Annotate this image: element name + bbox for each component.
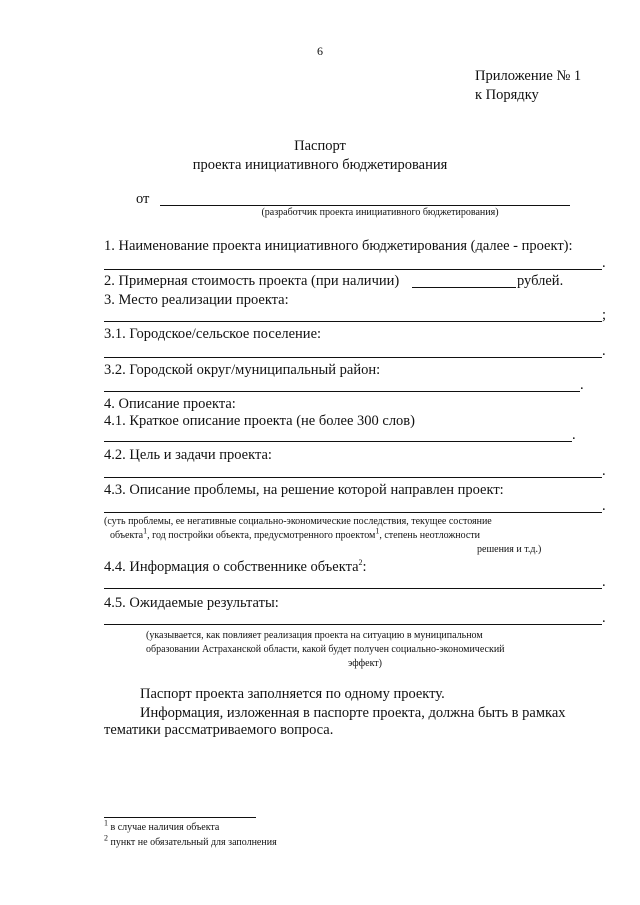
section-3-2-end: . xyxy=(580,377,584,393)
section-4-5-line[interactable] xyxy=(104,624,602,625)
section-4-1-label: 4.1. Краткое описание проекта (не более 300 слов) xyxy=(104,413,415,429)
section-3-1-line[interactable] xyxy=(104,357,602,358)
section-4-3-label: 4.3. Описание проблемы, на решение которой направлен проект: xyxy=(104,482,504,498)
section-1-label: 1. Наименование проекта инициативного бюджетирования (далее - проект): xyxy=(104,238,573,254)
section-4-5-note-c: эффект) xyxy=(348,658,382,669)
closing-paragraph-1: Паспорт проекта заполняется по одному проекту. xyxy=(140,686,445,702)
section-4-5-note-a: (указывается, как повлияет реализация проекта на ситуацию в муниципальном xyxy=(146,630,483,641)
section-4-2-label: 4.2. Цель и задачи проекта: xyxy=(104,447,272,463)
section-2-label: 2. Примерная стоимость проекта (при наличии) xyxy=(104,273,400,289)
document-subtitle: проекта инициативного бюджетирования xyxy=(192,157,448,173)
section-4-2-end: . xyxy=(602,463,606,479)
section-4-3-line[interactable] xyxy=(104,512,602,513)
footnote-separator xyxy=(104,817,256,818)
section-3-1-end: . xyxy=(602,343,606,359)
section-4-5-label: 4.5. Ожидаемые результаты: xyxy=(104,595,279,611)
section-4-2-line[interactable] xyxy=(104,477,602,478)
section-4-4-line[interactable] xyxy=(104,588,602,589)
section-4-4-label: 4.4. Информация о собственнике объекта$^2$: xyxy=(104,558,367,575)
section-4-3-end: . xyxy=(602,498,606,514)
section-4-5-note-b: образовании Астраханской области, какой будет получен социально-экономический xyxy=(146,644,505,655)
section-3-line[interactable] xyxy=(104,321,602,322)
section-1-end: . xyxy=(602,255,606,271)
footnote-1: $^1$ в случае наличия объекта xyxy=(104,818,220,833)
appendix-line-1: Приложение № 1 xyxy=(475,68,582,84)
section-4-label: 4. Описание проекта: xyxy=(104,396,236,412)
footnote-2: $^2$ пункт не обязательный для заполнения xyxy=(104,833,277,848)
section-4-5-end: . xyxy=(602,610,606,626)
cost-line[interactable] xyxy=(412,287,516,288)
section-4-4-end: . xyxy=(602,574,606,590)
section-2-suffix: рублей. xyxy=(517,273,564,289)
section-3-end: ; xyxy=(602,307,607,323)
developer-caption: (разработчик проекта инициативного бюджетирования) xyxy=(261,207,499,218)
closing-paragraph-2b: тематики рассматриваемого вопроса. xyxy=(104,722,334,738)
document-title: Паспорт xyxy=(294,138,346,154)
appendix-line-2: к Порядку xyxy=(475,87,539,103)
section-4-3-note-a: (суть проблемы, ее негативные социально-экономические последствия, текущее состояние xyxy=(104,516,492,527)
section-3-label: 3. Место реализации проекта: xyxy=(104,292,289,308)
page-number: 6 xyxy=(317,44,323,58)
section-4-1-line[interactable] xyxy=(104,441,572,442)
section-1-line[interactable] xyxy=(104,269,602,270)
closing-paragraph-2a: Информация, изложенная в паспорте проекта, должна быть в рамках xyxy=(140,705,566,721)
section-4-1-end: . xyxy=(572,427,576,443)
from-label: от xyxy=(136,191,150,207)
section-3-2-line[interactable] xyxy=(104,391,580,392)
developer-line[interactable] xyxy=(160,205,570,206)
section-3-2-label: 3.2. Городской округ/муниципальный район: xyxy=(104,362,381,378)
section-3-1-label: 3.1. Городское/сельское поселение: xyxy=(104,326,322,342)
section-4-3-note-b: объекта$^1$, год постройки объекта, предусмотренного проектом$^1$, степень неотложности xyxy=(110,526,480,541)
section-4-3-note-c: решения и т.д.) xyxy=(477,544,542,555)
